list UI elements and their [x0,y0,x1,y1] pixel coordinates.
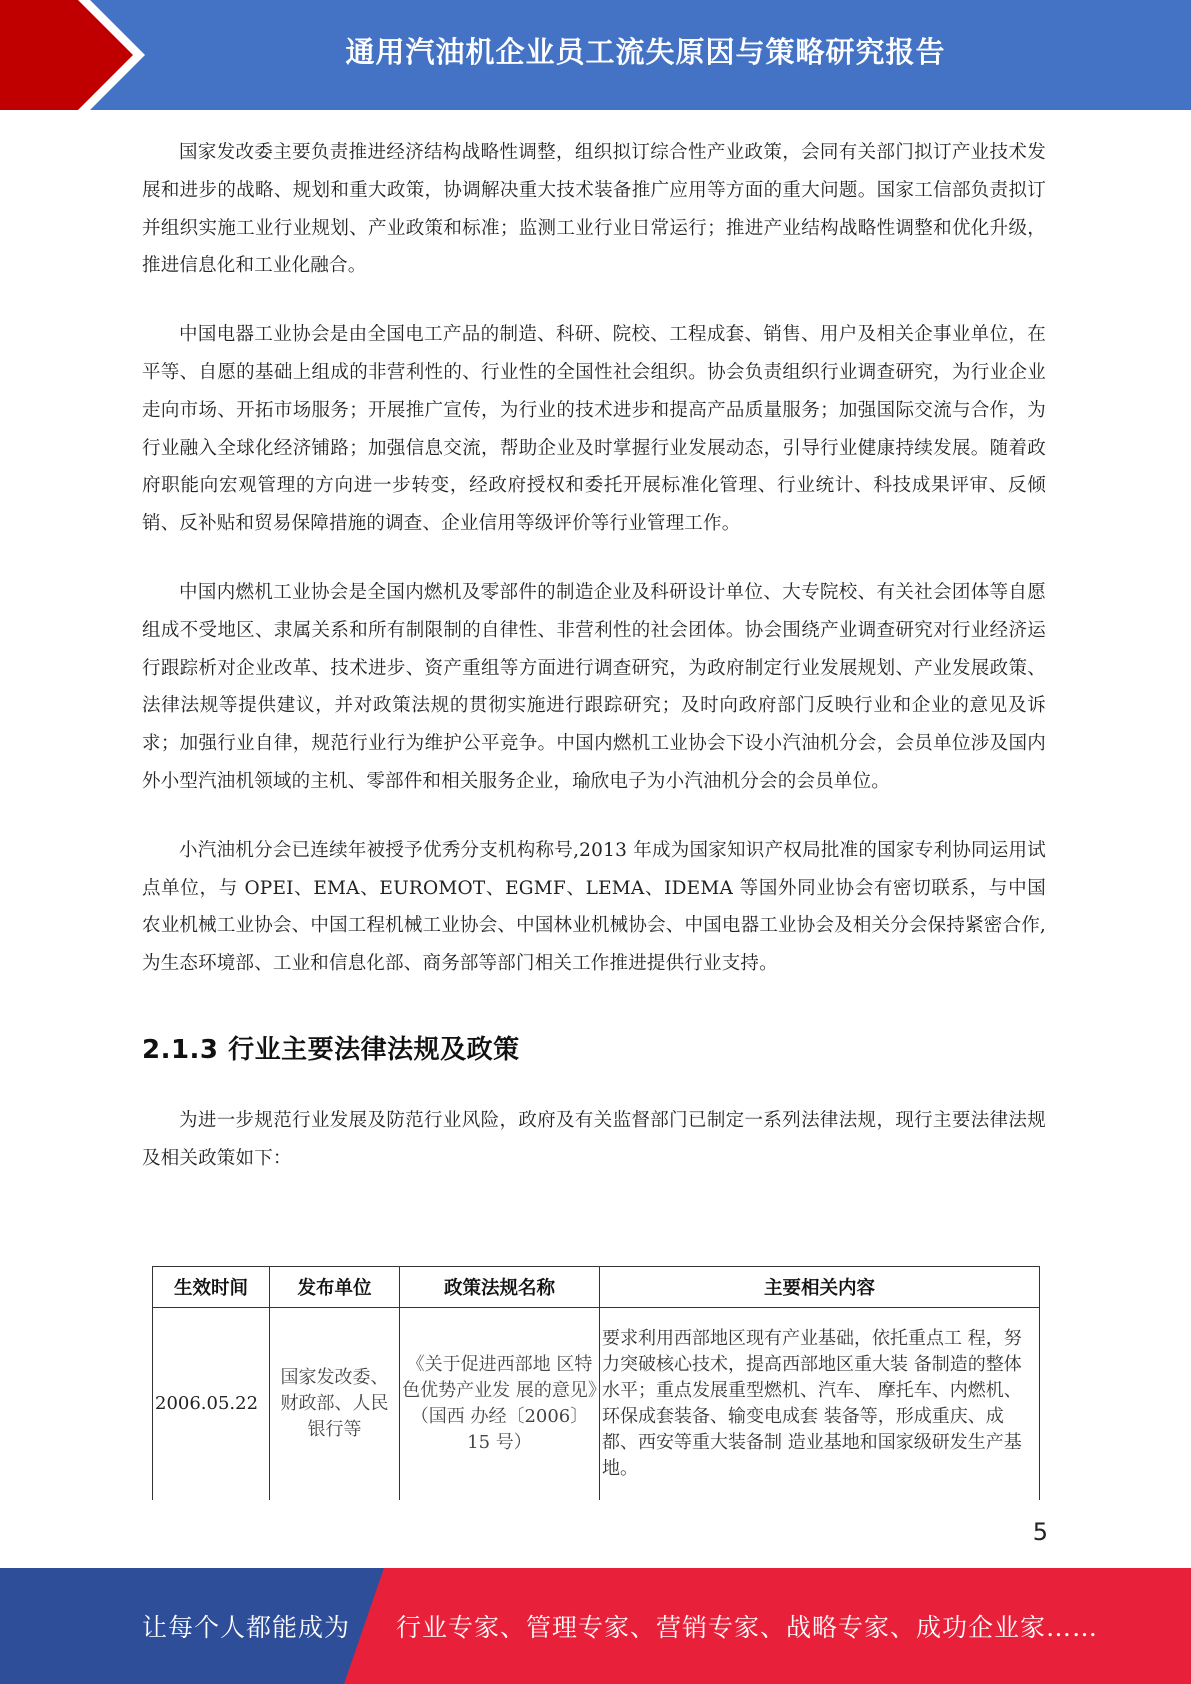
document-title: 通用汽油机企业员工流失原因与策略研究报告 [345,34,946,69]
table-row [153,1308,1040,1501]
column-header-content: 主要相关内容 [600,1267,1040,1308]
paragraph-ndrc: 国家发改委主要负责推进经济结构战略性调整，组织拟订综合性产业政策，会同有关部门拟订产业技术发展和进步的战略、规划和重大政策，协调解决重大技术装备推广应用等方面的重大问题。国家工信部负责拟订并组织实施工业行业规划、产业政策和标准；监测工业行业日常运行；推进产业结构战略性调整和优化升级，推进信息化和工业化融合。 [142,142,1046,277]
header-red-arrow-decoration [0,0,160,110]
cell-unit: 国家发改委、财政部、人民银行等 [270,1308,400,1501]
column-header-policy-name: 政策法规名称 [400,1267,600,1308]
column-header-date: 生效时间 [153,1267,270,1308]
footer-slogan-left: 让每个人都能成为 [142,1613,351,1642]
page-number: 5 [1032,1518,1048,1546]
paragraph-electrical-association: 中国电器工业协会是由全国电工产品的制造、科研、院校、工程成套、销售、用户及相关企事业单位，在平等、自愿的基础上组成的非营利性的、行业性的全国性社会组织。协会负责组织行业调查研究，为行业企业走向市场、开拓市场服务；开展推广宣传，为行业的技术进步和提高产品质量服务；加强国际交流与合作，为行业融入全球化经济铺路；加强信息交流，帮助企业及时掌握行业发展动态，引导行业健康持续发展。随着政府职能向宏观管理的方向进一步转变，经政府授权和委托开展标准化管理、行业统计、科技成果评审、反倾销、反补贴和贸易保障措施的调查、企业信用等级评价等行业管理工作。 [142,324,1046,535]
table-header-row [153,1267,1040,1308]
column-header-unit: 发布单位 [270,1267,400,1308]
page-header [0,0,1191,110]
policy-table [152,1266,1040,1500]
footer-slogan-right: 行业专家、管理专家、营销专家、战略专家、成功企业家…… [396,1613,1099,1642]
page-footer [0,1568,1191,1684]
paragraph-ice-association: 中国内燃机工业协会是全国内燃机及零部件的制造企业及科研设计单位、大专院校、有关社会团体等自愿组成不受地区、隶属关系和所有制限制的自律性、非营利性的社会团体。协会围绕产业调查研究对行业经济运行跟踪析对企业改革、技术进步、资产重组等方面进行调查研究，为政府制定行业发展规划、产业发展政策、法律法规等提供建议，并对政策法规的贯彻实施进行跟踪研究；及时向政府部门反映行业和企业的意见及诉求；加强行业自律，规范行业行为维护公平竞争。中国内燃机工业协会下设小汽油机分会，会员单位涉及国内外小型汽油机领域的主机、零部件和相关服务企业，瑜欣电子为小汽油机分会的会员单位。 [142,581,1046,792]
main-content [142,134,1046,1209]
cell-date: 2006.05.22 [153,1308,270,1501]
paragraph-small-gasoline-branch: 小汽油机分会已连续年被授予优秀分支机构称号,2013 年成为国家知识产权局批准的国家专利协同运用试点单位，与 OPEI、EMA、EUROMOT、EGMF、LEMA、IDEMA 等国外同业协会有密切联系，与中国农业机械工业协会、中国工程机械工业协会、中国林业机械协会、中国电器工业协会及相关分会保持紧密合作,为生态环境部、工业和信息化部、商务部等部门相关工作推进提供行业支持。 [142,839,1046,975]
cell-content: 要求利用西部地区现有产业基础，依托重点工 程，努力突破核心技术，提高西部地区重大装 备制造的整体水平；重点发展重型燃机、汽车、 摩托车、内燃机、环保成套装备、输变电成套 装备等，形成重庆、成都、西安等重大装备制 造业基地和国家级研发生产基地。 [600,1308,1040,1501]
section-intro: 为进一步规范行业发展及防范行业风险，政府及有关监督部门已制定一系列法律法规，现行主要法律法规及相关政策如下： [142,1109,1046,1169]
cell-policy-name: 《关于促进西部地 区特色优势产业发 展的意见》（国西 办经〔2006〕 15 号） [400,1308,600,1501]
section-heading: 2.1.3 行业主要法律法规及政策 [142,1034,520,1065]
